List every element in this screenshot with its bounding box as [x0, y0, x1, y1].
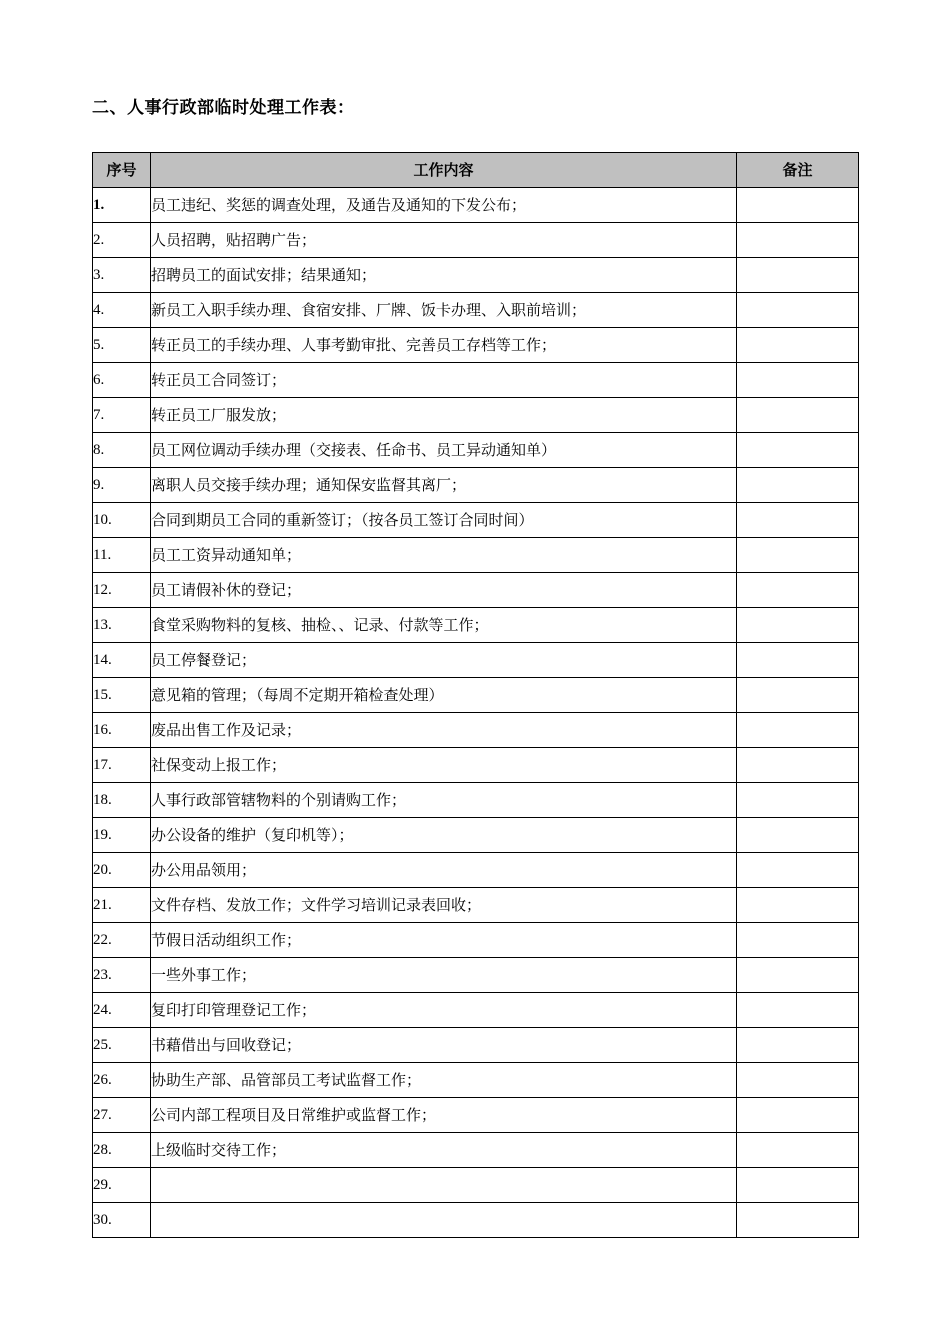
row-note [737, 678, 859, 713]
row-note [737, 923, 859, 958]
row-number: 30. [93, 1203, 151, 1238]
table-row [93, 363, 859, 398]
row-note [737, 748, 859, 783]
table-row [93, 783, 859, 818]
header-content: 工作内容 [151, 153, 737, 188]
row-content: 离职人员交接手续办理；通知保安监督其离厂； [151, 468, 737, 503]
table-row [93, 503, 859, 538]
row-number: 28. [93, 1133, 151, 1168]
row-content: 上级临时交待工作； [151, 1133, 737, 1168]
table-row [93, 713, 859, 748]
table-row [93, 468, 859, 503]
row-note [737, 1133, 859, 1168]
row-number: 25. [93, 1028, 151, 1063]
row-note [737, 1168, 859, 1203]
row-number: 3. [93, 258, 151, 293]
table-body [93, 188, 859, 1238]
row-content: 协助生产部、品管部员工考试监督工作； [151, 1063, 737, 1098]
row-note [737, 1028, 859, 1063]
table-row [93, 1168, 859, 1203]
row-number: 4. [93, 293, 151, 328]
row-content: 废品出售工作及记录； [151, 713, 737, 748]
table-row [93, 748, 859, 783]
row-number: 22. [93, 923, 151, 958]
row-content: 食堂采购物料的复核、抽检、、记录、付款等工作； [151, 608, 737, 643]
row-content: 员工停餐登记； [151, 643, 737, 678]
table-row [93, 1203, 859, 1238]
table-row [93, 853, 859, 888]
row-number: 6. [93, 363, 151, 398]
row-content: 人员招聘，贴招聘广告； [151, 223, 737, 258]
row-note [737, 503, 859, 538]
row-number: 5. [93, 328, 151, 363]
table-row [93, 958, 859, 993]
row-content: 员工请假补休的登记； [151, 573, 737, 608]
table-row [93, 188, 859, 223]
row-note [737, 328, 859, 363]
row-note [737, 433, 859, 468]
table-row [93, 1133, 859, 1168]
row-note [737, 993, 859, 1028]
row-note [737, 713, 859, 748]
table-row [93, 993, 859, 1028]
row-number: 17. [93, 748, 151, 783]
row-note [737, 538, 859, 573]
row-number: 29. [93, 1168, 151, 1203]
table-row [93, 538, 859, 573]
row-note [737, 888, 859, 923]
row-content: 招聘员工的面试安排；结果通知； [151, 258, 737, 293]
row-number: 24. [93, 993, 151, 1028]
table-header-row [93, 153, 859, 188]
row-number: 9. [93, 468, 151, 503]
row-number: 18. [93, 783, 151, 818]
row-number: 12. [93, 573, 151, 608]
row-content [151, 1168, 737, 1203]
row-note [737, 573, 859, 608]
row-number: 19. [93, 818, 151, 853]
table-row [93, 818, 859, 853]
table-row [93, 223, 859, 258]
row-number: 26. [93, 1063, 151, 1098]
row-note [737, 1203, 859, 1238]
table-row [93, 888, 859, 923]
row-note [737, 783, 859, 818]
row-content: 人事行政部管辖物料的个别请购工作； [151, 783, 737, 818]
table-row [93, 608, 859, 643]
table-row [93, 433, 859, 468]
row-content: 合同到期员工合同的重新签订；（按各员工签订合同时间） [151, 503, 737, 538]
row-note [737, 188, 859, 223]
table-row [93, 923, 859, 958]
row-content: 转正员工厂服发放； [151, 398, 737, 433]
header-note: 备注 [737, 153, 859, 188]
page-title: 二、人事行政部临时处理工作表： [92, 98, 355, 118]
row-note [737, 293, 859, 328]
table-row [93, 1098, 859, 1133]
row-content: 意见箱的管理；（每周不定期开箱检查处理） [151, 678, 737, 713]
row-content: 转正员工的手续办理、人事考勤审批、完善员工存档等工作； [151, 328, 737, 363]
row-content: 文件存档、发放工作；文件学习培训记录表回收； [151, 888, 737, 923]
table-row [93, 328, 859, 363]
row-content: 社保变动上报工作； [151, 748, 737, 783]
row-number: 10. [93, 503, 151, 538]
row-number: 14. [93, 643, 151, 678]
row-number: 21. [93, 888, 151, 923]
row-content: 一些外事工作； [151, 958, 737, 993]
row-number: 2. [93, 223, 151, 258]
row-number: 23. [93, 958, 151, 993]
row-note [737, 853, 859, 888]
row-note [737, 1098, 859, 1133]
row-content: 员工网位调动手续办理（交接表、任命书、员工异动通知单） [151, 433, 737, 468]
row-number: 15. [93, 678, 151, 713]
table-row [93, 1063, 859, 1098]
row-note [737, 818, 859, 853]
row-content: 办公用品领用； [151, 853, 737, 888]
row-content: 公司内部工程项目及日常维护或监督工作； [151, 1098, 737, 1133]
row-number: 11. [93, 538, 151, 573]
row-number: 20. [93, 853, 151, 888]
row-note [737, 363, 859, 398]
table-row [93, 398, 859, 433]
row-note [737, 223, 859, 258]
row-content: 员工违纪、奖惩的调查处理，及通告及通知的下发公布； [151, 188, 737, 223]
row-content: 转正员工合同签订； [151, 363, 737, 398]
table-row [93, 573, 859, 608]
row-note [737, 643, 859, 678]
row-content: 员工工资异动通知单； [151, 538, 737, 573]
work-table [92, 152, 859, 1238]
row-content: 复印打印管理登记工作； [151, 993, 737, 1028]
row-note [737, 608, 859, 643]
table-row [93, 1028, 859, 1063]
row-number: 27. [93, 1098, 151, 1133]
table-row [93, 258, 859, 293]
row-note [737, 958, 859, 993]
row-number: 1. [93, 188, 151, 223]
row-number: 8. [93, 433, 151, 468]
row-number: 13. [93, 608, 151, 643]
row-note [737, 468, 859, 503]
row-content: 书藉借出与回收登记； [151, 1028, 737, 1063]
row-note [737, 1063, 859, 1098]
row-content: 办公设备的维护（复印机等）； [151, 818, 737, 853]
table-row [93, 678, 859, 713]
row-note [737, 398, 859, 433]
row-content [151, 1203, 737, 1238]
row-content: 节假日活动组织工作； [151, 923, 737, 958]
row-number: 7. [93, 398, 151, 433]
row-number: 16. [93, 713, 151, 748]
header-no: 序号 [93, 153, 151, 188]
row-content: 新员工入职手续办理、食宿安排、厂牌、饭卡办理、入职前培训； [151, 293, 737, 328]
table-row [93, 643, 859, 678]
table-row [93, 293, 859, 328]
row-note [737, 258, 859, 293]
